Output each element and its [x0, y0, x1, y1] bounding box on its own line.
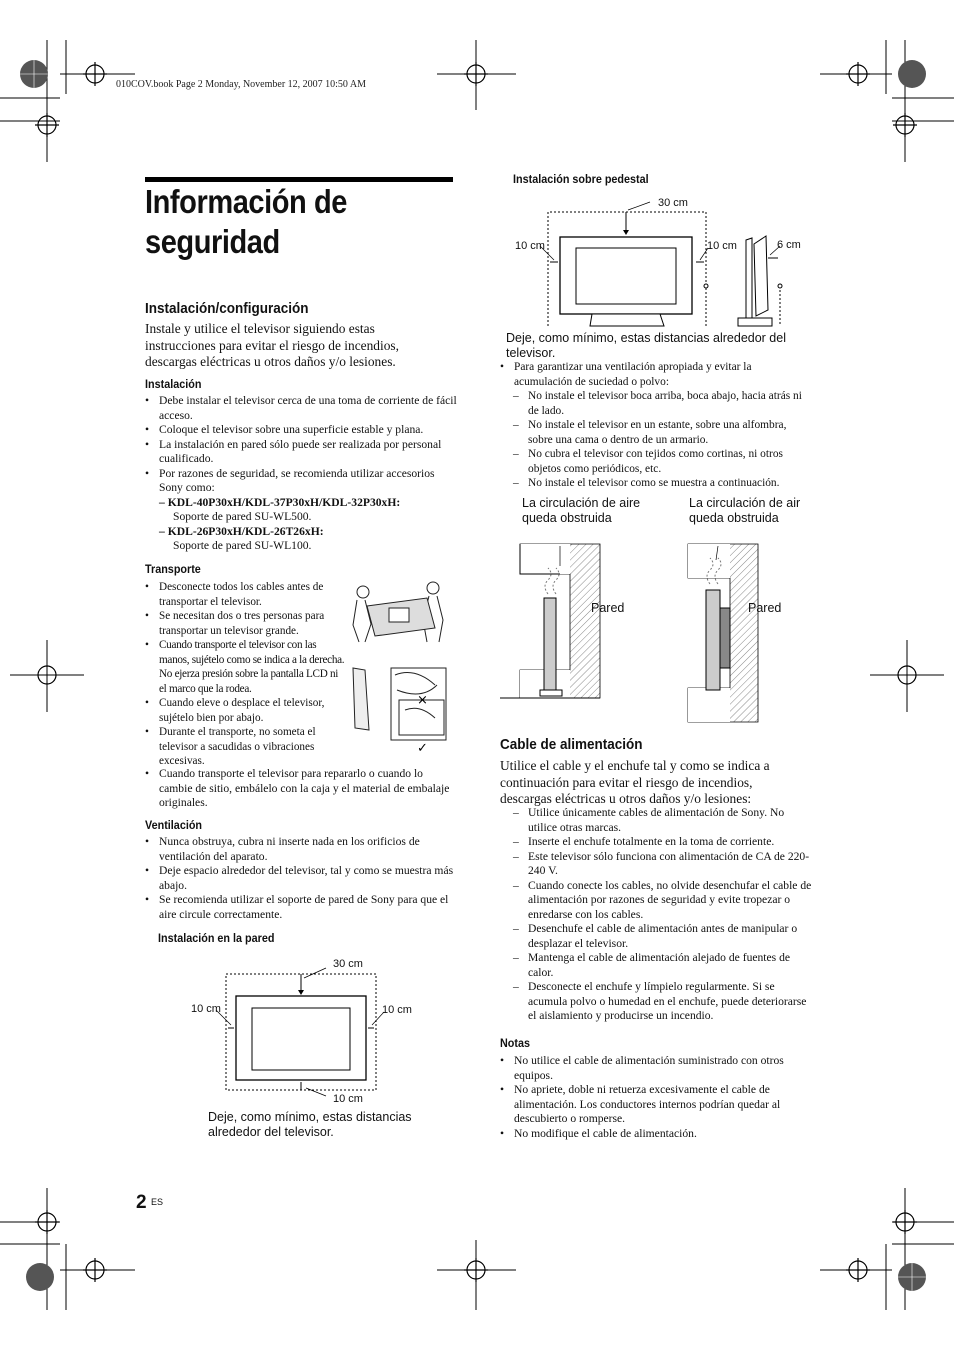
transporte-list-a	[145, 580, 345, 769]
subheading-pared: Instalación en la pared	[158, 931, 275, 945]
subheading-notas: Notas	[500, 1036, 531, 1050]
wall-caption: Deje, como mínimo, estas distancias alrededor del televisor.	[208, 1110, 412, 1139]
list-item: – No instale el televisor en un estante, sobre una alfombra, sobre una cama o dentro de un armario.	[500, 418, 812, 447]
wall-left-clearance: 10 cm	[191, 1003, 221, 1015]
transporte-list-b	[145, 767, 457, 811]
list-item: • Nunca obstruya, cubra ni inserte nada en los orificios de ventilación del aparato.	[145, 835, 457, 864]
list-item: • Deje espacio alrededor del televisor, tal y como se muestra más abajo.	[145, 864, 457, 893]
list-item: – Desconecte el enchufe y límpielo regularmente. Si se acumula polvo o humedad en el enchufe, puede deteriorarse el aislamiento y producirse un incendio.	[500, 980, 812, 1024]
wall-label-right: Pared	[748, 601, 782, 615]
list-item: • Cuando transporte el televisor con las manos, sujételo como se indica a la derecha. No ejerza presión sobre la pantalla LCD ni el marco que la rodea.	[145, 638, 345, 696]
list-item: • Desconecte todos los cables antes de transportar el televisor.	[145, 580, 345, 609]
subheading-instalacion: Instalación	[145, 377, 202, 391]
list-item: – Cuando conecte los cables, no olvide desenchufar el cable de alimentación por razones de seguridad y evite tropezar o enredarse con los cables.	[500, 879, 812, 923]
svg-text:✓: ✓	[417, 741, 428, 756]
carrying-tv-illustration	[345, 580, 450, 756]
instalacion-list	[145, 394, 457, 554]
blocked-airflow-right: La circulación de air queda obstruida	[689, 496, 801, 525]
section-heading-cable: Cable de alimentación	[500, 736, 643, 753]
file-header: 010COV.book Page 2 Monday, November 12, 2007 10:50 AM	[116, 79, 366, 90]
list-item: • Por razones de seguridad, se recomienda utilizar accesorios Sony como:	[145, 467, 457, 496]
list-item: • Cuando eleve o desplace el televisor, sujételo bien por abajo.	[145, 696, 345, 725]
pedestal-caption: Deje, como mínimo, estas distancias alrededor del televisor.	[506, 331, 786, 360]
wall-right-clearance: 10 cm	[382, 1004, 412, 1016]
notas-list	[500, 1054, 812, 1141]
pedestal-top-clearance: 30 cm	[658, 197, 688, 209]
model-item	[145, 525, 457, 554]
install-intro: Instale y utilice el televisor siguiendo estas instrucciones para evitar el riesgo de incendios, descargas eléctricas u otros daños y/o lesiones.	[145, 321, 399, 369]
section-heading-install: Instalación/configuración	[145, 300, 309, 317]
ventilacion-list	[145, 835, 457, 922]
circulation-list	[500, 360, 812, 491]
list-item: • Durante el transporte, no someta el televisor a sacudidas o vibraciones excesivas.	[145, 725, 345, 769]
list-item: • No apriete, doble ni retuerza excesivamente el cable de alimentación. Los conductores internos podrían quedar al descubierto o romperse.	[500, 1083, 812, 1127]
list-item: • Se recomienda utilizar el soporte de pared de Sony para que el aire circule correctamente.	[145, 893, 457, 922]
pedestal-side-clearance: 6 cm	[777, 239, 801, 251]
subheading-ventilacion: Ventilación	[145, 818, 203, 832]
wall-bottom-clearance: 10 cm	[333, 1093, 363, 1105]
cable-intro: Utilice el cable y el enchufe tal y como se indica a continuación para evitar el riesgo de incendios, descargas eléctricas u otros daños y/o lesiones:	[500, 758, 770, 806]
list-item: – Inserte el enchufe totalmente en la toma de corriente.	[500, 835, 812, 850]
list-item: – No cubra el televisor con tejidos como cortinas, ni otros objetos como periódicos, etc.	[500, 447, 812, 476]
pedestal-left-clearance: 10 cm	[515, 240, 545, 252]
list-item: • Debe instalar el televisor cerca de una toma de corriente de fácil acceso.	[145, 394, 457, 423]
pedestal-right-clearance: 10 cm	[707, 240, 737, 252]
page-lang: ES	[151, 1197, 164, 1207]
subheading-pedestal: Instalación sobre pedestal	[513, 172, 649, 186]
list-item: – No instale el televisor boca arriba, boca abajo, hacia atrás ni de lado.	[500, 389, 812, 418]
list-item: – Desenchufe el cable de alimentación antes de manipular o desplazar el televisor.	[500, 922, 812, 951]
page-number: 2	[136, 1192, 147, 1213]
list-item: • No modifique el cable de alimentación.	[500, 1127, 812, 1142]
list-item: • Para garantizar una ventilación apropiada y evitar la acumulación de suciedad o polvo:	[500, 360, 812, 389]
blocked-airflow-left: La circulación de aire queda obstruida	[522, 496, 641, 525]
list-item: • Coloque el televisor sobre una superficie estable y plana.	[145, 423, 457, 438]
wall-label-left: Pared	[591, 601, 625, 615]
subheading-transporte: Transporte	[145, 562, 201, 576]
model-name: – KDL-40P30xH/KDL-37P30xH/KDL-32P30xH:	[159, 496, 457, 511]
model-name: – KDL-26P30xH/KDL-26T26xH:	[159, 525, 457, 540]
model-support: Soporte de pared SU-WL100.	[173, 539, 312, 552]
page-title: Información de seguridad	[145, 183, 347, 260]
model-support: Soporte de pared SU-WL500.	[173, 510, 312, 523]
list-item: • No utilice el cable de alimentación suministrado con otros equipos.	[500, 1054, 812, 1083]
list-item: • Se necesitan dos o tres personas para transportar un televisor grande.	[145, 609, 345, 638]
blocked-airflow-illustrations	[500, 538, 810, 723]
list-item: – No instale el televisor como se muestra a continuación.	[500, 476, 812, 491]
pedestal-clearance-diagram	[510, 200, 810, 330]
wall-clearance-diagram	[226, 970, 406, 1100]
list-item: – Este televisor sólo funciona con alimentación de CA de 220-240 V.	[500, 850, 812, 879]
model-item	[145, 496, 457, 525]
list-item: • Cuando transporte el televisor para repararlo o cuando lo cambie de sitio, embálelo con la caja y el material de embalaje originales.	[145, 767, 457, 811]
list-item: • La instalación en pared sólo puede ser realizada por personal cualificado.	[145, 438, 457, 467]
list-item: – Mantenga el cable de alimentación alejado de fuentes de calor.	[500, 951, 812, 980]
svg-text:×: ×	[417, 693, 428, 708]
list-item: – Utilice únicamente cables de alimentación de Sony. No utilice otras marcas.	[500, 806, 812, 835]
wall-top-clearance: 30 cm	[333, 958, 363, 970]
cable-list	[500, 806, 812, 1024]
